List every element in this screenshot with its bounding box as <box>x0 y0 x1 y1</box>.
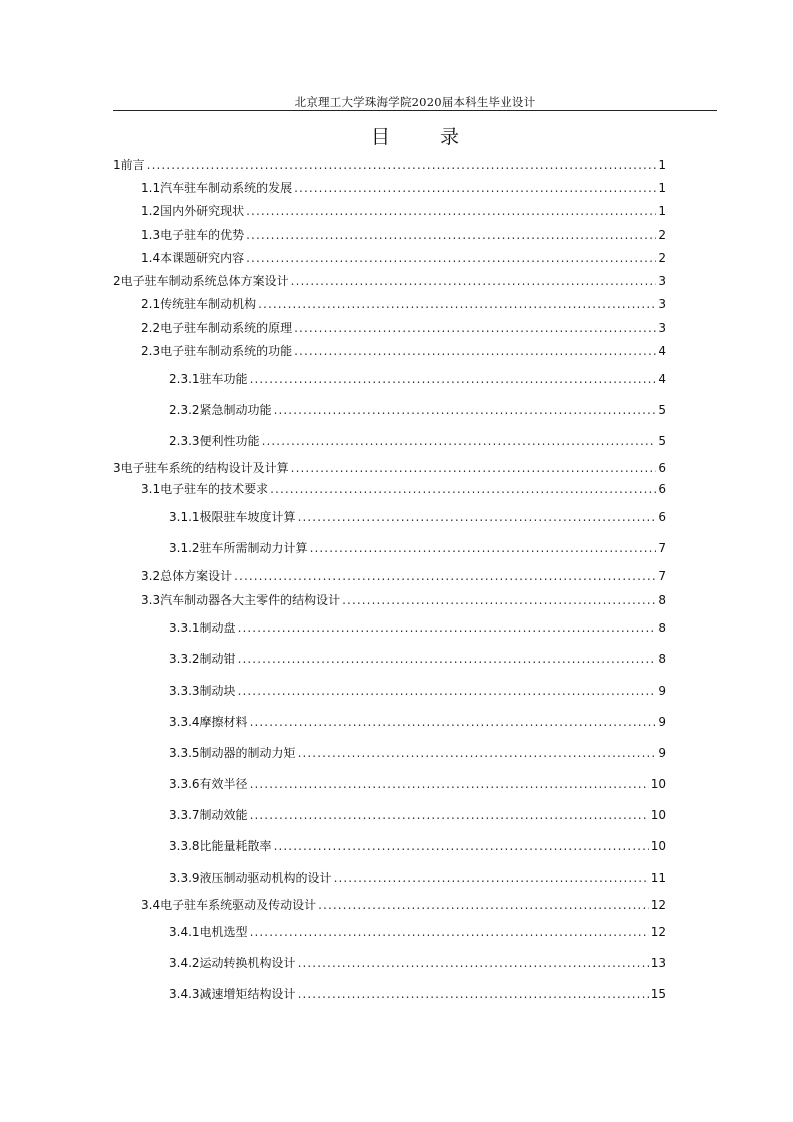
toc-entry[interactable] <box>141 202 666 220</box>
dot-leader <box>291 272 657 290</box>
toc-page: 8 <box>658 593 666 607</box>
toc-page: 12 <box>650 925 666 939</box>
dot-leader <box>258 295 656 313</box>
dot-leader <box>298 954 649 972</box>
toc-page: 5 <box>658 403 666 417</box>
toc-title: 驻车功能 <box>199 372 248 386</box>
toc-entry[interactable] <box>169 869 666 887</box>
toc-page: 9 <box>658 715 666 729</box>
toc-entry[interactable] <box>141 249 666 267</box>
toc-title: 运动转换机构设计 <box>199 956 296 970</box>
toc-entry[interactable] <box>169 837 666 855</box>
toc-number: 3.4 <box>141 898 161 912</box>
toc-title: 电子驻车制动系统总体方案设计 <box>120 274 289 288</box>
toc-number: 3.3.2 <box>169 652 200 666</box>
toc-title: 比能量耗散率 <box>199 839 272 853</box>
toc-page: 9 <box>658 746 666 760</box>
dot-leader <box>291 459 657 477</box>
dot-leader <box>238 619 657 637</box>
toc-entry[interactable] <box>169 401 666 419</box>
toc-page: 8 <box>658 652 666 666</box>
toc-number: 2.3.2 <box>169 403 200 417</box>
toc-entry[interactable] <box>169 985 666 1003</box>
toc-page: 10 <box>650 839 666 853</box>
toc-entry[interactable] <box>169 650 666 668</box>
dot-leader <box>274 837 649 855</box>
toc-entry[interactable] <box>141 567 666 585</box>
toc-entry[interactable] <box>141 480 666 498</box>
toc-title: 极限驻车坡度计算 <box>199 510 296 524</box>
toc-entry[interactable] <box>169 432 666 450</box>
toc-title: 紧急制动功能 <box>199 403 272 417</box>
toc-title: 制动效能 <box>199 808 248 822</box>
toc-page: 3 <box>658 297 666 311</box>
toc-entry[interactable] <box>141 342 666 360</box>
dot-leader <box>294 179 656 197</box>
toc-title: 前言 <box>120 158 145 172</box>
toc-number: 1.4 <box>141 251 161 265</box>
toc-number: 1 <box>113 158 121 172</box>
dot-leader <box>238 682 657 700</box>
toc-title: 汽车制动器各大主零件的结构设计 <box>160 593 341 607</box>
dot-leader <box>342 591 656 609</box>
toc-title: 汽车驻车制动系统的发展 <box>160 181 293 195</box>
toc-page: 8 <box>658 621 666 635</box>
toc-entry[interactable] <box>141 295 666 313</box>
toc-page: 3 <box>658 274 666 288</box>
toc-entry[interactable] <box>113 156 666 174</box>
toc-page: 7 <box>658 569 666 583</box>
toc-page: 6 <box>658 482 666 496</box>
toc-page: 9 <box>658 684 666 698</box>
toc-number: 3.3.3 <box>169 684 200 698</box>
toc-number: 2.1 <box>141 297 161 311</box>
toc-page: 6 <box>658 510 666 524</box>
toc-page: 11 <box>650 871 666 885</box>
dot-leader <box>246 226 656 244</box>
toc-entry[interactable] <box>169 744 666 762</box>
toc-entry[interactable] <box>141 179 666 197</box>
toc-title: 有效半径 <box>199 777 248 791</box>
toc-entry[interactable] <box>169 682 666 700</box>
toc-title: 制动钳 <box>199 652 236 666</box>
toc-number: 3.1.1 <box>169 510 200 524</box>
page-header: 北京理工大学珠海学院2020届本科生毕业设计 <box>294 95 536 109</box>
toc-title: 制动块 <box>199 684 236 698</box>
toc-number: 3 <box>113 461 121 475</box>
dot-leader <box>250 370 657 388</box>
toc-page: 1 <box>658 158 666 172</box>
toc-title: 液压制动驱动机构的设计 <box>199 871 332 885</box>
dot-leader <box>310 539 657 557</box>
toc-page: 1 <box>658 181 666 195</box>
toc-page: 7 <box>658 541 666 555</box>
toc-number: 1.1 <box>141 181 161 195</box>
toc-title: 传统驻车制动机构 <box>160 297 257 311</box>
dot-leader <box>270 480 656 498</box>
dot-leader <box>318 896 649 914</box>
toc-entry[interactable] <box>169 954 666 972</box>
toc-number: 3.3.6 <box>169 777 200 791</box>
toc-entry[interactable] <box>169 775 666 793</box>
toc-number: 3.3.4 <box>169 715 200 729</box>
toc-title: 电子驻车系统的结构设计及计算 <box>120 461 289 475</box>
dot-leader <box>298 985 649 1003</box>
toc-number: 1.2 <box>141 204 161 218</box>
toc-title: 电子驻车制动系统的原理 <box>160 321 293 335</box>
toc-number: 3.3.7 <box>169 808 200 822</box>
dot-leader <box>250 923 649 941</box>
toc-title: 电子驻车系统驱动及传动设计 <box>160 898 317 912</box>
toc-title: 电子驻车制动系统的功能 <box>160 344 293 358</box>
toc-number: 2.3.1 <box>169 372 200 386</box>
toc-page: 3 <box>658 321 666 335</box>
toc-entry[interactable] <box>141 591 666 609</box>
dot-leader <box>298 744 657 762</box>
toc-entry[interactable] <box>169 923 666 941</box>
dot-leader <box>298 508 657 526</box>
toc-title: 国内外研究现状 <box>160 204 245 218</box>
dot-leader <box>250 775 649 793</box>
toc-entry[interactable] <box>141 319 666 337</box>
toc-entry[interactable] <box>169 713 666 731</box>
toc-entry[interactable] <box>113 272 666 290</box>
dot-leader <box>334 869 649 887</box>
dot-leader <box>246 249 656 267</box>
toc-number: 3.3 <box>141 593 161 607</box>
toc-number: 2.3 <box>141 344 161 358</box>
toc-number: 3.1 <box>141 482 161 496</box>
toc-number: 2.2 <box>141 321 161 335</box>
toc-entry[interactable] <box>169 619 666 637</box>
dot-leader <box>234 567 656 585</box>
toc-entry[interactable] <box>169 806 666 824</box>
toc-number: 3.4.3 <box>169 987 200 1001</box>
toc-page: 13 <box>650 956 666 970</box>
toc-number: 3.3.1 <box>169 621 200 635</box>
toc-title: 减速增矩结构设计 <box>199 987 296 1001</box>
toc-number: 3.3.8 <box>169 839 200 853</box>
toc-number: 3.3.5 <box>169 746 200 760</box>
toc-entry[interactable] <box>169 508 666 526</box>
toc-title: 制动盘 <box>199 621 236 635</box>
dot-leader <box>147 156 657 174</box>
toc-title: 总体方案设计 <box>160 569 233 583</box>
toc-page: 12 <box>650 898 666 912</box>
toc-page: 5 <box>658 434 666 448</box>
toc-entry[interactable] <box>113 459 666 477</box>
toc-title: 电子驻车的技术要求 <box>160 482 269 496</box>
toc-page: 2 <box>658 251 666 265</box>
toc-number: 3.4.2 <box>169 956 200 970</box>
toc-number: 2.3.3 <box>169 434 200 448</box>
toc-number: 3.4.1 <box>169 925 200 939</box>
toc-number: 1.3 <box>141 228 161 242</box>
toc-title: 驻车所需制动力计算 <box>199 541 308 555</box>
dot-leader <box>246 202 656 220</box>
dot-leader <box>250 806 649 824</box>
dot-leader <box>274 401 657 419</box>
toc-number: 3.1.2 <box>169 541 200 555</box>
page-title: 目 录 <box>370 126 482 148</box>
toc-number: 3.2 <box>141 569 161 583</box>
toc-entry[interactable] <box>169 370 666 388</box>
toc-title: 制动器的制动力矩 <box>199 746 296 760</box>
toc-page: 2 <box>658 228 666 242</box>
toc-entry[interactable] <box>169 539 666 557</box>
toc-title: 摩擦材料 <box>199 715 248 729</box>
toc-page: 4 <box>658 344 666 358</box>
toc-title: 本课题研究内容 <box>160 251 245 265</box>
toc-title: 便利性功能 <box>199 434 260 448</box>
toc-title: 电机选型 <box>199 925 248 939</box>
toc-entry[interactable] <box>141 226 666 244</box>
toc-page: 10 <box>650 777 666 791</box>
toc-page: 15 <box>650 987 666 1001</box>
toc-title: 电子驻车的优势 <box>160 228 245 242</box>
dot-leader <box>238 650 657 668</box>
dot-leader <box>250 713 657 731</box>
toc-number: 3.3.9 <box>169 871 200 885</box>
dot-leader <box>294 319 656 337</box>
toc-page: 1 <box>658 204 666 218</box>
toc-page: 10 <box>650 808 666 822</box>
toc-page: 4 <box>658 372 666 386</box>
toc-page: 6 <box>658 461 666 475</box>
toc-entry[interactable] <box>141 896 666 914</box>
dot-leader <box>262 432 657 450</box>
toc-number: 2 <box>113 274 121 288</box>
dot-leader <box>294 342 656 360</box>
